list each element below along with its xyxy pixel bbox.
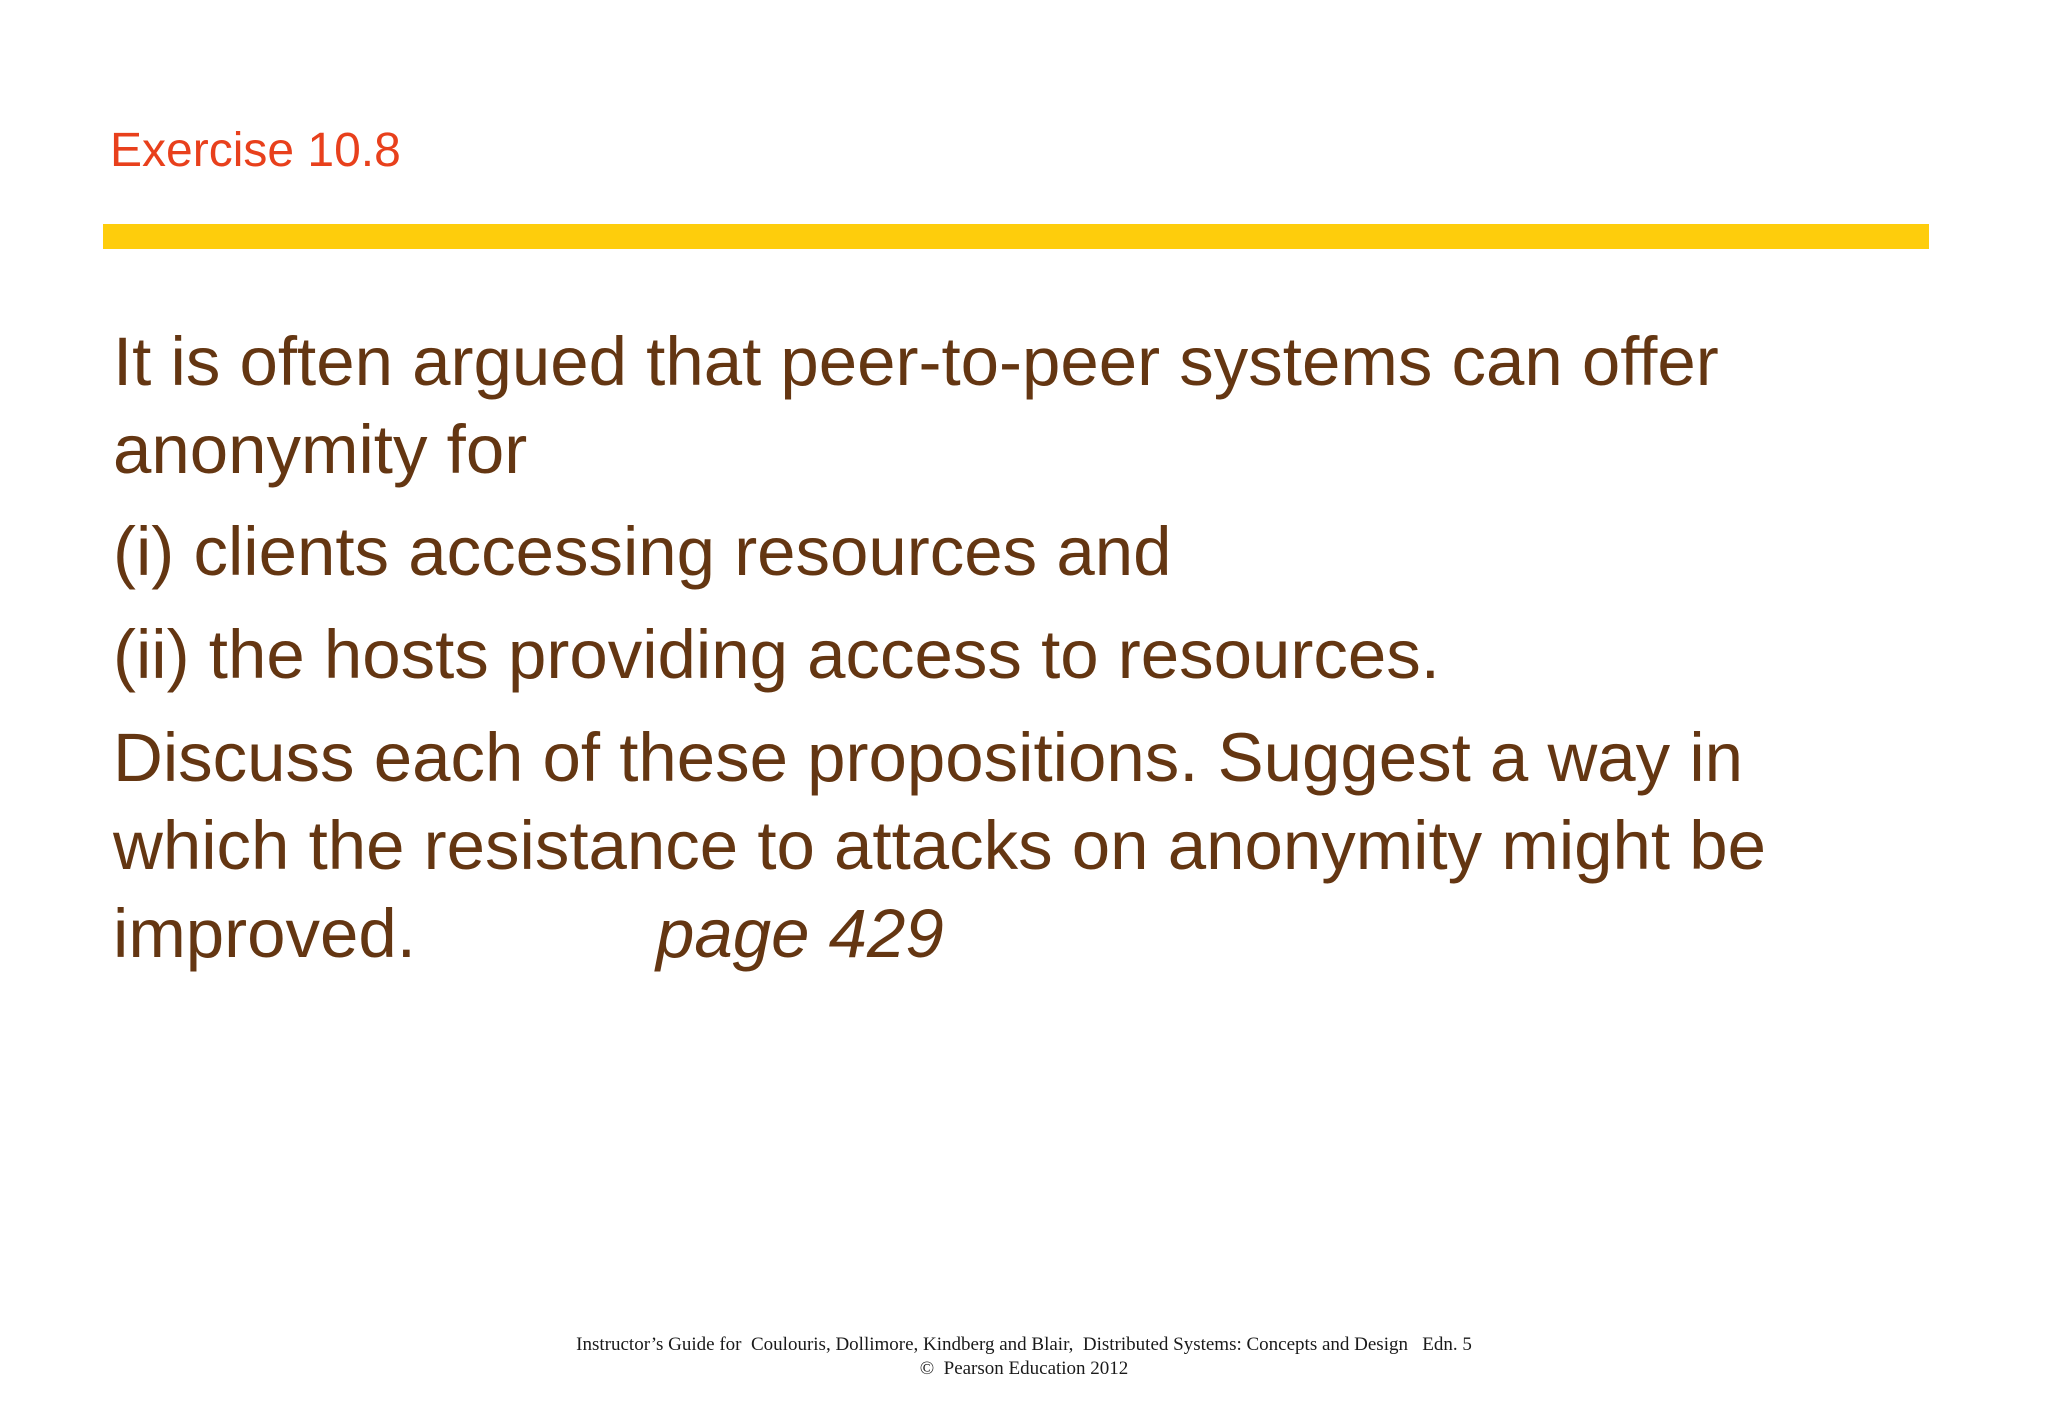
footer-copyright: © Pearson Education 2012 [919, 1358, 1129, 1379]
footer [0, 1333, 2048, 1381]
body-line-4: (ii) the hosts providing access to resources. [113, 616, 1440, 693]
page-reference: page 429 [655, 895, 944, 972]
body-line-1: It is often argued that peer-to-peer systems can offer [113, 323, 1719, 400]
body-line-7 [113, 890, 944, 978]
body-line-7-text: improved. [113, 895, 416, 972]
body-line-6: which the resistance to attacks on anonymity might be [113, 807, 1767, 884]
body-line-2: anonymity for [113, 411, 528, 488]
body-line-3: (i) clients accessing resources and [113, 513, 1172, 590]
footer-citation: Instructor’s Guide for Coulouris, Dollimore, Kindberg and Blair, Distributed Systems: Concepts and Design Edn. 5 [576, 1334, 1472, 1355]
slide-title: Exercise 10.8 [110, 124, 401, 177]
body-line-5: Discuss each of these propositions. Suggest a way in [113, 719, 1744, 796]
title-divider [103, 224, 1929, 249]
